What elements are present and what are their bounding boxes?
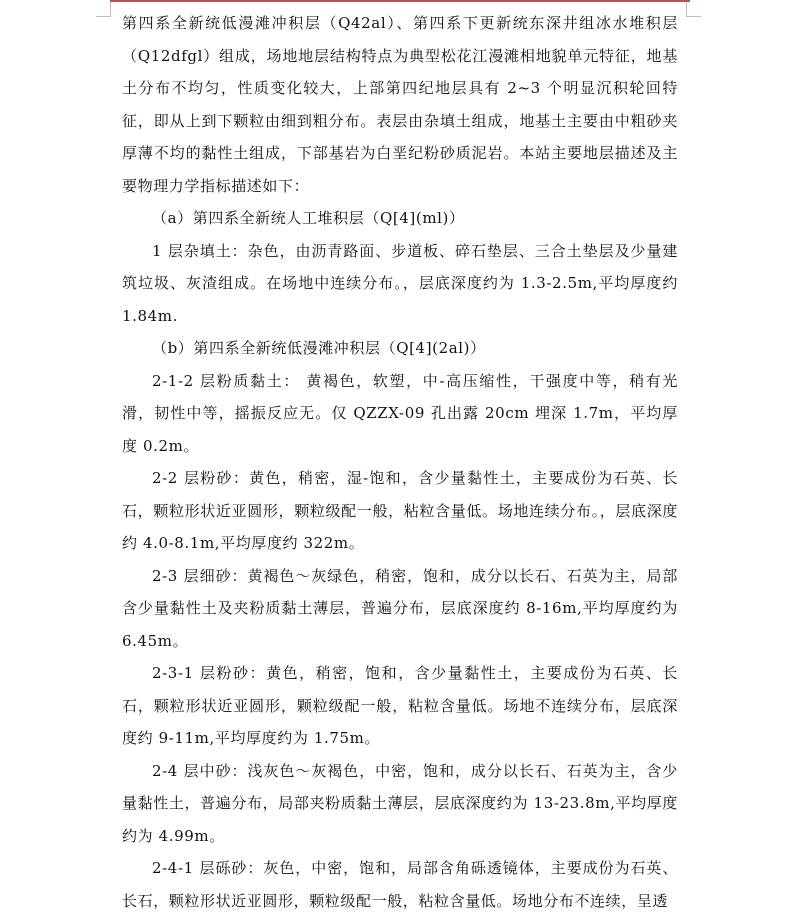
margin-corner-mark-left: [96, 2, 111, 17]
paragraph-strata-intro: 第四系全新统低漫滩冲积层（Q42al）、第四系下更新统东深井组冰水堆积层（Q12dfgl）组成，场地地层结构特点为典型松花江漫滩相地貌单元特征，地基土分布不均匀，性质变化较大，上部第四纪地层具有 2~3 个明显沉积轮回特征，即从上到下颗粒由细到粗分布。表层由杂填土组成，地基土主要由中粗砂夹厚薄不均的黏性土组成，下部基岩为白垩纪粉砂质泥岩。本站主要地层描述及主要物理力学指标描述如下：: [122, 14, 678, 195]
paragraph-layer-2-2: 2-2 层粉砂：黄色，稍密，湿-饱和，含少量黏性土，主要成份为石英、长石，颗粒形状近亚圆形，颗粒级配一般，粘粒含量低。场地连续分布。，层底深度约 4.0-8.1m,平均厚度约 322m。: [122, 469, 678, 552]
heading-alluvial-layer: （b）第四系全新统低漫滩冲积层（Q[4](2al)）: [152, 339, 486, 357]
margin-corner-mark-right: [686, 2, 701, 17]
paragraph-layer-2-4: 2-4 层中砂：浅灰色～灰褐色，中密，饱和，成分以长石、石英为主，含少量黏性土，普遍分布，局部夹粉质黏土薄层，层底深度约为 13-23.8m,平均厚度约为 4.99m。: [122, 761, 678, 845]
heading-artificial-fill: （a）第四系全新统人工堆积层（Q[4](ml)）: [152, 209, 465, 227]
paragraph-layer-2-1-2: 2-1-2 层粉质黏土： 黄褐色，软塑，中-高压缩性，干强度中等，稍有光滑，韧性中等，摇振反应无。仅 QZZX-09 孔出露 20cm 埋深 1.7m，平均厚度 0.2m。: [122, 371, 678, 455]
paragraph-layer-1-fill: 1 层杂填土：杂色，由沥青路面、步道板、碎石垫层、三合土垫层及少量建筑垃圾、灰渣组成。在场地中连续分布。，层底深度约为 1.3-2.5m,平均厚度约 1.84m.: [122, 241, 678, 325]
paragraph-layer-2-4-1: 2-4-1 层砾砂：灰色，中密，饱和，局部含角砾透镜体，主要成份为石英、长石，颗粒形状近亚圆形，颗粒级配一般，粘粒含量低。场地分布不连续，呈透: [122, 859, 678, 910]
paragraph-layer-2-3-1: 2-3-1 层粉砂：黄色，稍密，饱和，含少量黏性土，主要成份为石英、长石，颗粒形状近亚圆形，颗粒级配一般，粘粒含量低。场地不连续分布，层底深度约 9-11m,平均厚度约为 1.75m。: [122, 664, 678, 747]
paragraph-layer-2-3: 2-3 层细砂：黄褐色～灰绿色，稍密，饱和，成分以长石、石英为主，局部含少量黏性土及夹粉质黏土薄层，普遍分布，层底深度约 8-16m,平均厚度约为 6.45m。: [122, 566, 678, 650]
document-body: [122, 7, 678, 917]
header-rule: [110, 0, 690, 2]
